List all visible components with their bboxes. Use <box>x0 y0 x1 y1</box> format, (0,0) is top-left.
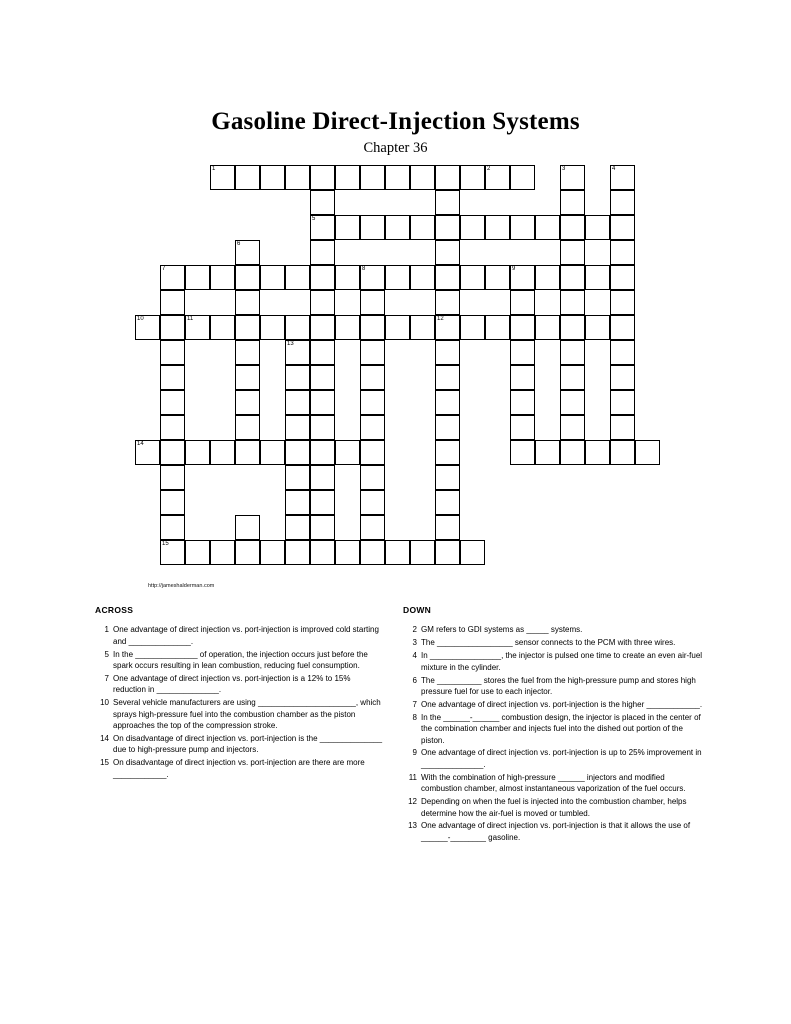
crossword-cell-number: 12 <box>437 316 444 322</box>
crossword-cell[interactable] <box>410 165 435 190</box>
crossword-cell[interactable] <box>285 465 310 490</box>
crossword-cell[interactable] <box>235 265 260 290</box>
crossword-cell[interactable] <box>260 315 285 340</box>
crossword-cell-number: 6 <box>237 241 241 247</box>
crossword-cell-number: 11 <box>187 316 194 322</box>
crossword-cell[interactable] <box>535 315 560 340</box>
crossword-cell[interactable] <box>610 390 635 415</box>
crossword-cell[interactable] <box>610 165 635 190</box>
across-clues-column <box>95 605 385 782</box>
crossword-cell[interactable] <box>335 315 360 340</box>
crossword-cell[interactable] <box>310 465 335 490</box>
crossword-cell[interactable] <box>410 315 435 340</box>
crossword-cell[interactable] <box>385 215 410 240</box>
down-clue-number: 9 <box>412 748 417 758</box>
crossword-cell[interactable] <box>285 315 310 340</box>
crossword-cell[interactable] <box>560 215 585 240</box>
crossword-cell[interactable] <box>360 515 385 540</box>
crossword-cell[interactable] <box>435 515 460 540</box>
across-clue-text: In the ______________ of operation, the injection occurs just before the spark occurs resulting in lean combustion, reducing fuel consumption. <box>113 649 368 671</box>
crossword-cell[interactable] <box>160 465 185 490</box>
down-clue <box>403 712 703 746</box>
down-clue <box>403 699 703 710</box>
down-clue-number: 2 <box>412 625 417 635</box>
down-clue-text: One advantage of direct injection vs. port-injection is that it allows the use of ______-________ gasoline. <box>421 821 691 842</box>
crossword-cell[interactable] <box>260 540 285 565</box>
across-clue-number: 15 <box>100 758 109 768</box>
crossword-cell[interactable] <box>435 240 460 265</box>
crossword-cell[interactable] <box>335 440 360 465</box>
crossword-cell-number: 9 <box>512 266 516 272</box>
crossword-cell[interactable] <box>360 290 385 315</box>
crossword-cell[interactable] <box>435 540 460 565</box>
crossword-cell[interactable] <box>310 290 335 315</box>
crossword-cell[interactable] <box>385 265 410 290</box>
crossword-cell[interactable] <box>360 465 385 490</box>
crossword-cell[interactable] <box>435 265 460 290</box>
crossword-cell[interactable] <box>210 265 235 290</box>
crossword-cell[interactable] <box>485 215 510 240</box>
down-clue <box>403 820 703 843</box>
crossword-cell[interactable] <box>560 415 585 440</box>
crossword-cell[interactable] <box>410 265 435 290</box>
down-clue-number: 3 <box>412 638 417 648</box>
crossword-cell[interactable] <box>435 440 460 465</box>
crossword-cell[interactable] <box>235 515 260 540</box>
crossword-cell[interactable] <box>460 315 485 340</box>
crossword-cell-number: 13 <box>287 341 294 347</box>
crossword-cell[interactable] <box>235 390 260 415</box>
crossword-cell[interactable] <box>560 165 585 190</box>
crossword-cell[interactable] <box>285 540 310 565</box>
down-clue-number: 11 <box>408 772 417 782</box>
crossword-cell[interactable] <box>210 540 235 565</box>
crossword-cell[interactable] <box>435 290 460 315</box>
crossword-cell[interactable] <box>610 290 635 315</box>
crossword-cell[interactable] <box>360 440 385 465</box>
crossword-cell[interactable] <box>160 540 185 565</box>
crossword-cell[interactable] <box>510 215 535 240</box>
across-clue-text: Several vehicle manufacturers are using ______________________, which sprays high-pressure fuel into the combustion chamber as the piston approaches the top of the compression stroke. <box>113 698 381 731</box>
crossword-cell[interactable] <box>460 265 485 290</box>
crossword-cell[interactable] <box>285 440 310 465</box>
crossword-cell[interactable] <box>260 165 285 190</box>
crossword-cell-number: 2 <box>487 166 491 172</box>
down-clue-text: The __________ stores the fuel from the high-pressure pump and stores high pressure fuel for use to each injector. <box>421 675 696 696</box>
crossword-cell[interactable] <box>335 165 360 190</box>
crossword-cell[interactable] <box>435 365 460 390</box>
down-clue-number: 13 <box>408 821 417 831</box>
crossword-cell[interactable] <box>510 340 535 365</box>
crossword-cell-number: 7 <box>162 266 166 272</box>
across-clue-number: 7 <box>104 674 109 684</box>
crossword-cell[interactable] <box>235 440 260 465</box>
crossword-cell[interactable] <box>585 265 610 290</box>
crossword-cell[interactable] <box>185 315 210 340</box>
crossword-cell[interactable] <box>385 165 410 190</box>
crossword-cell[interactable] <box>310 515 335 540</box>
crossword-grid[interactable] <box>0 160 791 580</box>
across-clue <box>95 673 385 696</box>
crossword-cell[interactable] <box>310 440 335 465</box>
crossword-cell[interactable] <box>510 165 535 190</box>
crossword-cell[interactable] <box>310 315 335 340</box>
crossword-cell[interactable] <box>310 265 335 290</box>
crossword-cell[interactable] <box>435 315 460 340</box>
crossword-cell[interactable] <box>135 315 160 340</box>
down-clue-number: 12 <box>408 797 417 807</box>
crossword-cell[interactable] <box>260 440 285 465</box>
across-clue <box>95 649 385 672</box>
across-clue-text: One advantage of direct injection vs. port-injection is a 12% to 15% reduction in ______________. <box>113 674 351 695</box>
crossword-cell[interactable] <box>310 540 335 565</box>
crossword-cell[interactable] <box>610 190 635 215</box>
crossword-cell[interactable] <box>560 340 585 365</box>
crossword-cell[interactable] <box>635 440 660 465</box>
crossword-cell[interactable] <box>510 415 535 440</box>
crossword-cell[interactable] <box>510 440 535 465</box>
crossword-cell[interactable] <box>435 390 460 415</box>
crossword-cell-number: 3 <box>562 166 566 172</box>
across-clue <box>95 733 385 756</box>
crossword-cell[interactable] <box>360 415 385 440</box>
down-clue <box>403 650 703 673</box>
down-clue-text: In ________________, the injector is pulsed one time to create an even air-fuel mixture in the cylinder. <box>421 651 703 672</box>
down-clue <box>403 796 703 819</box>
down-clue-text: Depending on when the fuel is injected into the combustion chamber, helps determine how the air-fuel is moved or tumbled. <box>421 797 687 818</box>
down-clue-number: 8 <box>412 712 417 722</box>
crossword-cell[interactable] <box>535 265 560 290</box>
down-clue <box>403 675 703 698</box>
crossword-cell[interactable] <box>610 215 635 240</box>
crossword-cell[interactable] <box>160 415 185 440</box>
crossword-cell[interactable] <box>135 440 160 465</box>
crossword-cell[interactable] <box>160 290 185 315</box>
crossword-cell[interactable] <box>360 540 385 565</box>
crossword-cell[interactable] <box>435 165 460 190</box>
crossword-cell[interactable] <box>310 190 335 215</box>
crossword-cell-number: 15 <box>162 541 169 547</box>
down-clue <box>403 772 703 795</box>
crossword-cell[interactable] <box>235 540 260 565</box>
crossword-cell[interactable] <box>535 440 560 465</box>
crossword-cell[interactable] <box>185 265 210 290</box>
crossword-cell[interactable] <box>360 390 385 415</box>
crossword-cell[interactable] <box>560 190 585 215</box>
across-clue-text: On disadvantage of direct injection vs. port-injection is the ______________ due to high-pressure pump and injectors. <box>113 734 383 755</box>
crossword-cell[interactable] <box>560 390 585 415</box>
crossword-cell[interactable] <box>310 340 335 365</box>
crossword-cell[interactable] <box>285 265 310 290</box>
page-title: Gasoline Direct-Injection Systems <box>211 108 580 135</box>
crossword-cell[interactable] <box>360 365 385 390</box>
across-heading: ACROSS <box>95 605 134 615</box>
crossword-cell[interactable] <box>435 490 460 515</box>
crossword-cell[interactable] <box>285 165 310 190</box>
crossword-cell[interactable] <box>610 365 635 390</box>
crossword-cell[interactable] <box>485 265 510 290</box>
crossword-cell[interactable] <box>360 165 385 190</box>
crossword-cell[interactable] <box>435 340 460 365</box>
crossword-cell[interactable] <box>410 540 435 565</box>
across-clue-number: 5 <box>104 649 109 659</box>
crossword-cell[interactable] <box>610 440 635 465</box>
crossword-cell[interactable] <box>485 165 510 190</box>
crossword-cell[interactable] <box>335 540 360 565</box>
crossword-cell[interactable] <box>210 165 235 190</box>
crossword-cell-number: 8 <box>362 266 366 272</box>
crossword-cell[interactable] <box>610 265 635 290</box>
crossword-cell[interactable] <box>335 265 360 290</box>
across-clue-text: One advantage of direct injection vs. port-injection is improved cold starting and ______________. <box>113 625 379 646</box>
crossword-cell[interactable] <box>560 290 585 315</box>
crossword-cell[interactable] <box>435 415 460 440</box>
crossword-cell[interactable] <box>310 240 335 265</box>
crossword-cell[interactable] <box>435 215 460 240</box>
crossword-cell[interactable] <box>360 215 385 240</box>
across-clue <box>95 697 385 731</box>
crossword-cell[interactable] <box>160 490 185 515</box>
down-clue-number: 4 <box>412 651 417 661</box>
crossword-cell[interactable] <box>160 340 185 365</box>
crossword-cell[interactable] <box>260 265 285 290</box>
crossword-cell[interactable] <box>310 415 335 440</box>
crossword-cell[interactable] <box>560 240 585 265</box>
crossword-cell[interactable] <box>360 340 385 365</box>
down-clue <box>403 637 703 648</box>
down-clue-text: In the ______-______ combustion design, the injector is placed in the center of the combination chamber and injects fuel into the dished out portion of the piston. <box>421 712 701 745</box>
crossword-cell[interactable] <box>235 415 260 440</box>
crossword-cell[interactable] <box>510 290 535 315</box>
crossword-cell[interactable] <box>160 315 185 340</box>
crossword-cell[interactable] <box>585 215 610 240</box>
source-url: http://jameshalderman.com <box>148 583 215 589</box>
crossword-cell[interactable] <box>385 315 410 340</box>
crossword-cell[interactable] <box>235 290 260 315</box>
across-clue-number: 1 <box>104 625 109 635</box>
crossword-cell[interactable] <box>210 315 235 340</box>
crossword-cell[interactable] <box>235 165 260 190</box>
crossword-cell[interactable] <box>160 390 185 415</box>
across-clue-number: 14 <box>100 734 109 744</box>
crossword-cell[interactable] <box>460 215 485 240</box>
crossword-cell[interactable] <box>285 515 310 540</box>
crossword-cell[interactable] <box>310 390 335 415</box>
crossword-cell[interactable] <box>360 315 385 340</box>
crossword-cell[interactable] <box>310 215 335 240</box>
crossword-cell[interactable] <box>510 390 535 415</box>
crossword-cell[interactable] <box>485 315 510 340</box>
crossword-cell[interactable] <box>435 465 460 490</box>
crossword-cell[interactable] <box>610 415 635 440</box>
down-clue-text: GM refers to GDI systems as _____ systems. <box>421 625 583 635</box>
crossword-cell[interactable] <box>610 240 635 265</box>
across-clue-text: On disadvantage of direct injection vs. port-injection are there are more ____________. <box>113 758 365 779</box>
crossword-cell[interactable] <box>285 365 310 390</box>
crossword-cell[interactable] <box>410 215 435 240</box>
crossword-cell[interactable] <box>210 440 235 465</box>
crossword-cell[interactable] <box>160 365 185 390</box>
down-clue-text: One advantage of direct injection vs. port-injection is up to 25% improvement in ______________. <box>421 748 702 769</box>
crossword-cell[interactable] <box>560 315 585 340</box>
crossword-cell[interactable] <box>460 540 485 565</box>
crossword-cell[interactable] <box>385 540 410 565</box>
crossword-cell[interactable] <box>160 440 185 465</box>
crossword-cell-number: 14 <box>137 441 144 447</box>
crossword-cell[interactable] <box>235 315 260 340</box>
crossword-cell[interactable] <box>335 215 360 240</box>
down-clue-number: 7 <box>412 699 417 709</box>
across-clue <box>95 624 385 647</box>
crossword-cell[interactable] <box>435 190 460 215</box>
crossword-cell[interactable] <box>285 390 310 415</box>
down-clue <box>403 747 703 770</box>
crossword-cell[interactable] <box>160 515 185 540</box>
down-clues-column <box>403 605 703 845</box>
down-clue-text: With the combination of high-pressure ______ injectors and modified combustion chamber, almost instantaneous vaporization of the fuel occurs. <box>421 772 686 794</box>
page-subtitle: Chapter 36 <box>363 140 428 156</box>
down-clue <box>403 624 703 635</box>
across-clue-number: 10 <box>100 698 109 708</box>
crossword-cell[interactable] <box>510 265 535 290</box>
crossword-cell[interactable] <box>560 365 585 390</box>
crossword-cell[interactable] <box>235 240 260 265</box>
crossword-cell[interactable] <box>560 440 585 465</box>
down-clue-text: The _________________ sensor connects to the PCM with three wires. <box>421 638 676 648</box>
down-heading: DOWN <box>403 605 432 615</box>
crossword-cell[interactable] <box>310 490 335 515</box>
crossword-cell[interactable] <box>535 215 560 240</box>
crossword-cell[interactable] <box>510 315 535 340</box>
crossword-cell-number: 4 <box>612 166 616 172</box>
down-clue-number: 6 <box>412 675 417 685</box>
crossword-cell[interactable] <box>585 315 610 340</box>
crossword-cell[interactable] <box>185 440 210 465</box>
crossword-cell[interactable] <box>185 540 210 565</box>
crossword-cell[interactable] <box>235 340 260 365</box>
crossword-cell[interactable] <box>610 340 635 365</box>
crossword-cell-number: 10 <box>137 316 144 322</box>
crossword-cell-number: 1 <box>212 166 216 172</box>
crossword-cell[interactable] <box>285 415 310 440</box>
crossword-cell[interactable] <box>310 165 335 190</box>
crossword-cell[interactable] <box>360 490 385 515</box>
crossword-cell[interactable] <box>460 165 485 190</box>
crossword-cell[interactable] <box>560 265 585 290</box>
crossword-cell[interactable] <box>510 365 535 390</box>
crossword-cell[interactable] <box>285 490 310 515</box>
down-clue-text: One advantage of direct injection vs. port-injection is the higher ____________. <box>421 699 703 709</box>
crossword-cell[interactable] <box>160 265 185 290</box>
crossword-cell[interactable] <box>235 365 260 390</box>
crossword-cell-number: 5 <box>312 216 316 222</box>
crossword-cell[interactable] <box>585 440 610 465</box>
crossword-cell[interactable] <box>360 265 385 290</box>
across-clue <box>95 757 385 780</box>
crossword-cell[interactable] <box>310 365 335 390</box>
crossword-cell[interactable] <box>285 340 310 365</box>
crossword-cell[interactable] <box>610 315 635 340</box>
